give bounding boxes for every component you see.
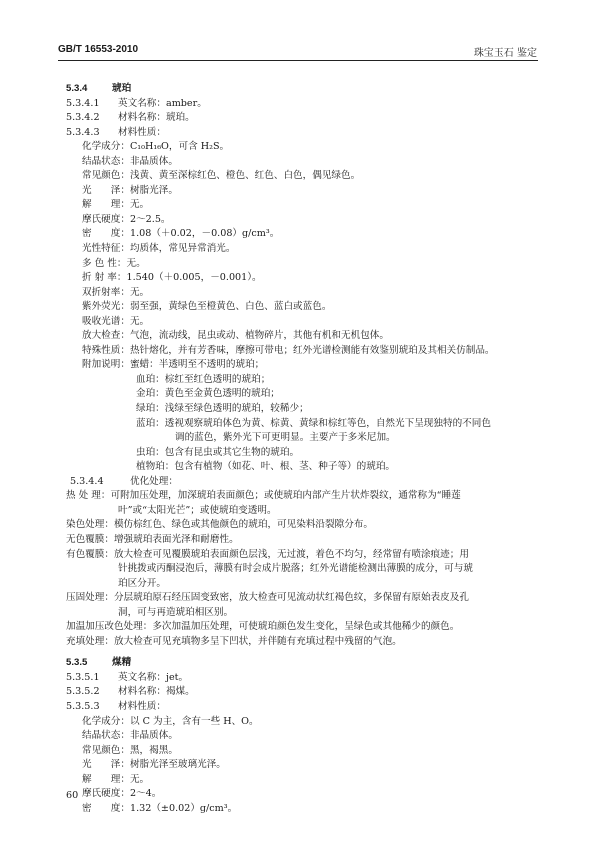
header-rule: [58, 60, 538, 61]
property: 放大检查：气泡，流动线，昆虫或动、植物碎片，其他有机和无机包体。: [82, 330, 389, 342]
section-heading-amber: [66, 82, 546, 97]
treatment-line: 无色覆膜：增强琥珀表面光泽和耐磨性。: [66, 533, 239, 545]
treatment-line: 有色覆膜：放大检查可见覆膜琥珀表面颜色层浅，无过渡，着色不均匀，经常留有喷涂痕迹；用: [66, 548, 469, 560]
variety-line: 血珀：棕红至红色透明的琥珀；: [136, 373, 271, 385]
clause: 5.3.4.2 材料名称：琥珀。: [66, 112, 195, 124]
treatment-line: 针挑拨或丙酮浸泡后，薄膜有时会成片脱落；红外光谱能检测出薄膜的成分，可与琥: [118, 563, 473, 575]
property: 光性特征：均质体，常见异常消光。: [82, 243, 236, 255]
treatment-line: 加温加压改色处理：多次加温加压处理，可使琥珀颜色发生变化，呈绿色或其他稀少的颜色。: [66, 621, 460, 633]
section-title: 琥珀: [112, 83, 132, 94]
property: 多 色 性：无。: [82, 257, 146, 269]
property: 常见颜色：黑，褐黑。: [82, 744, 178, 756]
treatment-line: 珀区分开。: [118, 577, 166, 589]
standard-number: GB/T 16553-2010: [58, 44, 139, 55]
property: 附加说明：蜜蜡：半透明至不透明的琥珀；: [82, 359, 265, 371]
treatment-line: 热 处 理：可附加压处理，加深琥珀表面颜色；或使琥珀内部产生片状炸裂纹，通常称为“睡莲: [66, 490, 461, 502]
property: 双折射率：无。: [82, 286, 150, 298]
section-number: 5.3.4: [66, 83, 88, 94]
property: 折 射 率：1.540（＋0.005，－0.001）。: [82, 272, 262, 284]
section-number: 5.3.5: [66, 657, 88, 669]
page-number: 60: [66, 790, 79, 801]
section-heading-jet: [66, 656, 546, 671]
variety-line: 绿珀：浅绿至绿色透明的琥珀，较稀少；: [136, 403, 309, 415]
clause: 5.3.5.3 材料性质：: [66, 700, 166, 712]
page-content: [66, 82, 546, 816]
property: 常见颜色：浅黄、黄至深棕红色、橙色、红色、白色，偶见绿色。: [82, 170, 361, 182]
variety-line: 虫珀：包含有昆虫或其它生物的琥珀。: [136, 446, 300, 458]
property: 密 度：1.08（＋0.02，－0.08）g/cm³。: [82, 228, 280, 240]
treatment-line: 叶”或“太阳光芒”；或使琥珀变透明。: [118, 504, 277, 516]
property: 解 理：无。: [82, 199, 150, 211]
clause: 5.3.4.1 英文名称：amber。: [66, 97, 207, 109]
clause: 5.3.4.3 材料性质：: [66, 126, 166, 138]
property: 结晶状态：非晶质体。: [82, 730, 178, 742]
property: 化学成分：以 C 为主，含有一些 H、O。: [82, 715, 259, 727]
treatment-line: 染色处理：模仿棕红色、绿色或其他颜色的琥珀，可见染料沿裂隙分布。: [66, 519, 373, 531]
clause-treatment: 5.3.4.4 优化处理：: [70, 475, 178, 487]
treatment-line: 洞，可与再造琥珀相区别。: [118, 606, 234, 618]
property: 紫外荧光：弱至强，黄绿色至橙黄色、白色、蓝白或蓝色。: [82, 301, 332, 313]
section-title: 煤精: [112, 657, 132, 669]
property: 光 泽：树脂光泽至玻璃光泽。: [82, 759, 226, 771]
variety-line: 植物珀：包含有植物（如花、叶、根、茎、种子等）的琥珀。: [136, 461, 396, 473]
property: 光 泽：树脂光泽。: [82, 184, 178, 196]
property: 吸收光谱：无。: [82, 315, 150, 327]
clause: 5.3.5.2 材料名称：褐煤。: [66, 686, 195, 698]
treatment-line: 压固处理：分层琥珀原石经压固变致密，放大检查可见流动状红褐色纹，多保留有原始表皮及孔: [66, 592, 469, 604]
variety-line: 调的蓝色，紫外光下可更明显。主要产于多米尼加。: [175, 432, 396, 444]
property: 特殊性质：热针熔化，并有芳香味，摩擦可带电；红外光谱检测能有效鉴别琥珀及其相关仿制品。: [82, 344, 495, 356]
property: 摩氏硬度：2～2.5。: [82, 213, 171, 225]
clause: 5.3.5.1 英文名称：jet。: [66, 671, 189, 683]
property-chemical: 化学成分：C₁₀H₁₆O，可含 H₂S。: [82, 141, 230, 153]
variety-line: 金珀：黄色至金黄色透明的琥珀；: [136, 388, 280, 400]
property: 摩氏硬度：2～4。: [82, 788, 162, 800]
property: 结晶状态：非晶质体。: [82, 155, 178, 167]
treatment-line: 充填处理：放大检查可见充填物多呈下凹状，并伴随有充填过程中残留的气泡。: [66, 635, 402, 647]
property: 解 理：无。: [82, 773, 150, 785]
document-title: 珠宝玉石 鉴定: [473, 48, 537, 59]
property: 密 度：1.32（±0.02）g/cm³。: [82, 802, 238, 814]
variety-line: 蓝珀：透视观察琥珀体色为黄、棕黄、黄绿和棕红等色，自然光下呈现独特的不同色: [136, 417, 491, 429]
